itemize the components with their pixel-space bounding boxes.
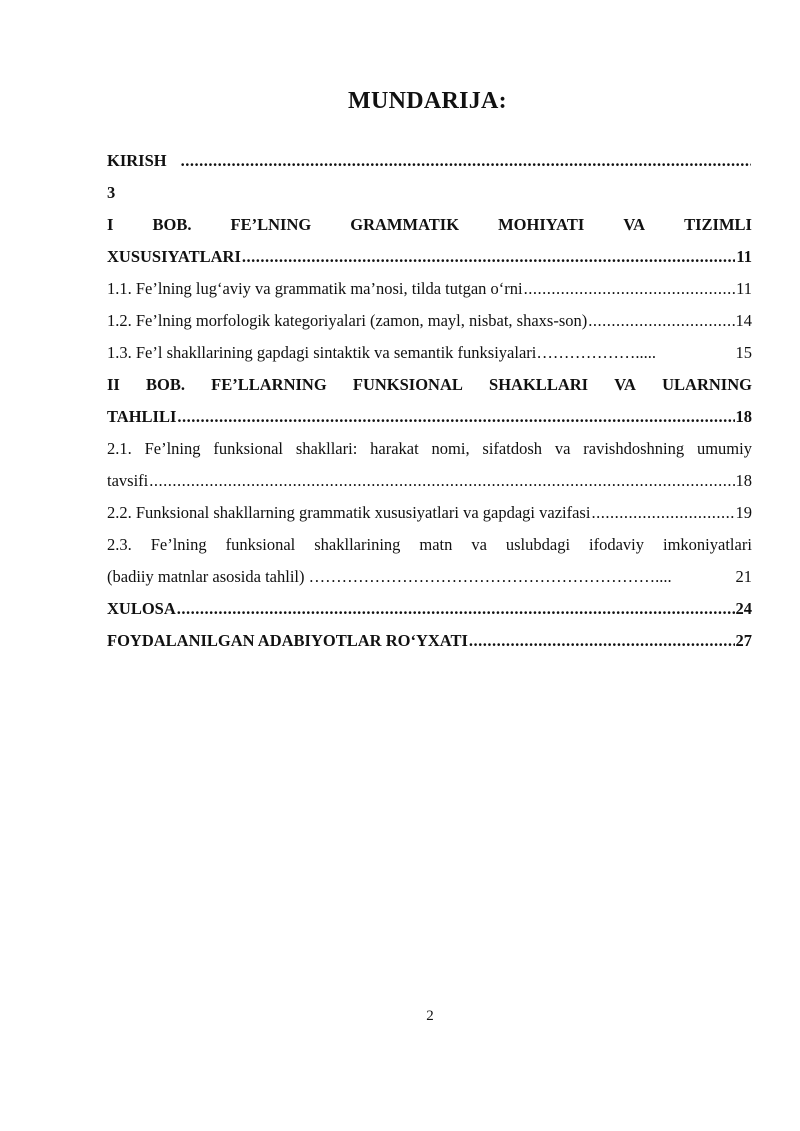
toc-entry-label: tavsifi [107,471,149,490]
toc-entry-1-3[interactable] [107,337,752,369]
toc-word: FUNKSIONAL [352,375,463,394]
toc-word: II [107,375,120,394]
toc-word: 2.3. [107,535,132,554]
toc-page-number: 11 [736,279,752,298]
toc-word: shakllarining [314,535,401,554]
toc-word: SHAKLLARI [489,375,589,394]
page-title: MUNDARIJA: [348,88,507,114]
toc-word: GRAMMATIK [350,215,460,234]
toc-word: sifatdosh [482,439,543,458]
toc-entry-bob1-cont[interactable] [107,241,752,273]
toc-word: FE’LLARNING [211,375,327,394]
toc-word: funksional [213,439,284,458]
toc-entry-label: 1.2. Fe’lning morfologik kategoriyalari (zamon, mayl, nisbat, shaxs-son) [107,311,588,330]
toc-entry-label: (badiiy matnlar asosida tahlil) ……………………………………………………….... [107,567,672,586]
toc-page-number: 24 [735,599,752,618]
toc-word: TIZIMLI [684,215,752,234]
toc-word: I [107,215,114,234]
toc-page-number: 19 [735,503,752,522]
toc-entry-kirish[interactable] [107,145,752,177]
toc-entry-bob2[interactable] [107,369,752,401]
toc-word: BOB. [152,215,192,234]
toc-word: Fe’lning [150,535,207,554]
toc-entry-1-2[interactable] [107,305,752,337]
toc-word: funksional [225,535,296,554]
toc-page-number: 15 [735,343,752,362]
dot-leader [524,273,735,305]
toc-entry-label: XUSUSIYATLARI [107,247,241,266]
toc-entry-kirish-page-line [107,177,752,209]
page-number: 2 [426,1008,434,1024]
toc-entry-label: FOYDALANILGAN ADABIYOTLAR RO‘YXATI [107,631,468,650]
dot-leader [242,241,736,273]
toc-page-number: 14 [735,311,752,330]
toc-entry-label: KIRISH [107,151,167,170]
toc-word: ravishdoshning [583,439,685,458]
table-of-contents [107,145,752,657]
toc-page-number: 21 [735,567,752,586]
toc-word: VA [614,375,636,394]
dot-leader [177,593,735,625]
toc-word: harakat [370,439,419,458]
toc-entry-bob2-cont[interactable] [107,401,752,433]
toc-word: Fe’lning [144,439,201,458]
toc-entry-xulosa[interactable] [107,593,752,625]
toc-entry-2-3-cont[interactable] [107,561,752,593]
toc-word: FE’LNING [230,215,312,234]
toc-entry-label: 2.2. Funksional shakllarning grammatik xususiyatlari va gapdagi vazifasi [107,503,591,522]
toc-word: ifodaviy [589,535,645,554]
toc-entry-label: 1.1. Fe’lning lug‘aviy va grammatik ma’nosi, tilda tutgan o‘rni [107,279,523,298]
toc-word: shakllari: [295,439,358,458]
dot-leader [181,145,751,177]
toc-entry-bob1[interactable] [107,209,752,241]
dot-leader [588,305,734,337]
toc-word: va [471,535,487,554]
toc-word: uslubdagi [505,535,571,554]
toc-entry-2-1-cont[interactable] [107,465,752,497]
toc-page-number: 18 [735,407,752,426]
toc-page-number: 18 [735,471,752,490]
toc-word: matn [419,535,453,554]
toc-word: umumiy [696,439,752,458]
toc-word: va [554,439,571,458]
dot-leader [469,625,735,657]
toc-word: MOHIYATI [498,215,585,234]
toc-word: ULARNING [662,375,752,394]
toc-word: 2.1. [107,439,132,458]
toc-page-number: 27 [735,631,752,650]
toc-entry-label: XULOSA [107,599,176,618]
dot-leader [591,497,734,529]
toc-entry-2-3[interactable] [107,529,752,561]
toc-word: BOB. [146,375,185,394]
toc-page-number: 3 [107,183,116,202]
toc-word: nomi, [431,439,470,458]
toc-entry-adabiyotlar[interactable] [107,625,752,657]
toc-entry-2-1[interactable] [107,433,752,465]
toc-entry-label: 1.3. Fe’l shakllarining gapdagi sintaktik va semantik funksiyalari………………..... [107,343,656,362]
dot-leader [149,465,734,497]
toc-word: VA [623,215,646,234]
toc-entry-label: TAHLILI [107,407,177,426]
toc-page-number: 11 [736,247,752,266]
toc-word: imkoniyatlari [663,535,752,554]
toc-entry-2-2[interactable] [107,497,752,529]
toc-entry-1-1[interactable] [107,273,752,305]
dot-leader [177,401,734,433]
